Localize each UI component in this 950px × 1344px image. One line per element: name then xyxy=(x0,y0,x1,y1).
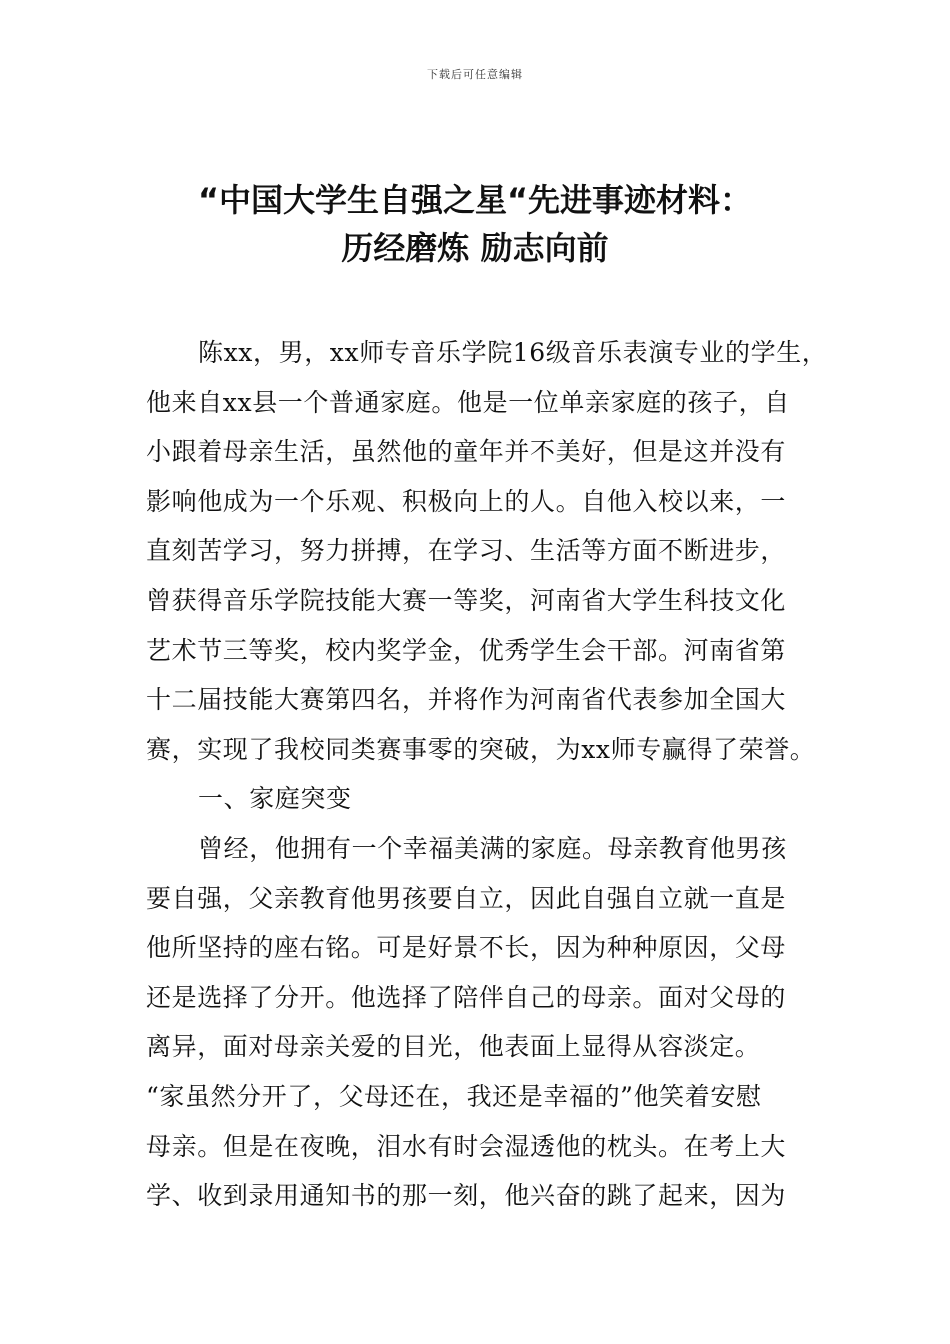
paragraph-line: 还是选择了分开。他选择了陪伴自己的母亲。面对父母的 xyxy=(146,982,787,1012)
paragraph-line: 母亲。但是在夜晚，泪水有时会湿透他的枕头。在考上大 xyxy=(146,1131,787,1161)
paragraph-line: 曾获得音乐学院技能大赛一等奖，河南省大学生科技文化 xyxy=(146,585,787,615)
page-header-note: 下载后可任意编辑 xyxy=(427,68,523,81)
paragraph-line: 离异，面对母亲关爱的目光，他表面上显得从容淡定。 xyxy=(146,1032,761,1062)
paragraph-line: 赛，实现了我校同类赛事零的突破，为xx师专赢得了荣誉。 xyxy=(146,734,816,764)
paragraph-line: 十二届技能大赛第四名，并将作为河南省代表参加全国大 xyxy=(146,685,787,715)
document-title xyxy=(0,176,950,272)
paragraph-line: “家虽然分开了，父母还在，我还是幸福的”他笑着安慰 xyxy=(146,1081,762,1111)
paragraph-line: 陈xx，男，xx师专音乐学院16级音乐表演专业的学生， xyxy=(198,338,828,367)
document-body xyxy=(146,328,828,1221)
paragraph-line: 他所坚持的座右铭。可是好景不长，因为种种原因，父母 xyxy=(146,933,787,963)
paragraph-line: 要自强，父亲教育他男孩要自立，因此自强自立就一直是 xyxy=(146,883,787,913)
title-line-2: 历经磨炼 励志向前 xyxy=(341,229,609,267)
paragraph-line: 艺术节三等奖，校内奖学金，优秀学生会干部。河南省第 xyxy=(146,635,787,665)
paragraph-line: 影响他成为一个乐观、积极向上的人。自他入校以来，一 xyxy=(146,486,787,516)
paragraph-line: 曾经，他拥有一个幸福美满的家庭。母亲教育他男孩 xyxy=(198,833,787,863)
paragraph-line: 直刻苦学习，努力拼搏，在学习、生活等方面不断进步， xyxy=(146,536,787,566)
paragraph-line: 学、收到录用通知书的那一刻，他兴奋的跳了起来，因为 xyxy=(146,1181,787,1211)
section-heading: 一、家庭突变 xyxy=(198,784,352,814)
paragraph-line: 他来自xx县一个普通家庭。他是一位单亲家庭的孩子，自 xyxy=(146,387,790,417)
title-line-1: “中国大学生自强之星“先进事迹材料： xyxy=(197,181,753,219)
paragraph-line: 小跟着母亲生活，虽然他的童年并不美好，但是这并没有 xyxy=(146,437,787,467)
